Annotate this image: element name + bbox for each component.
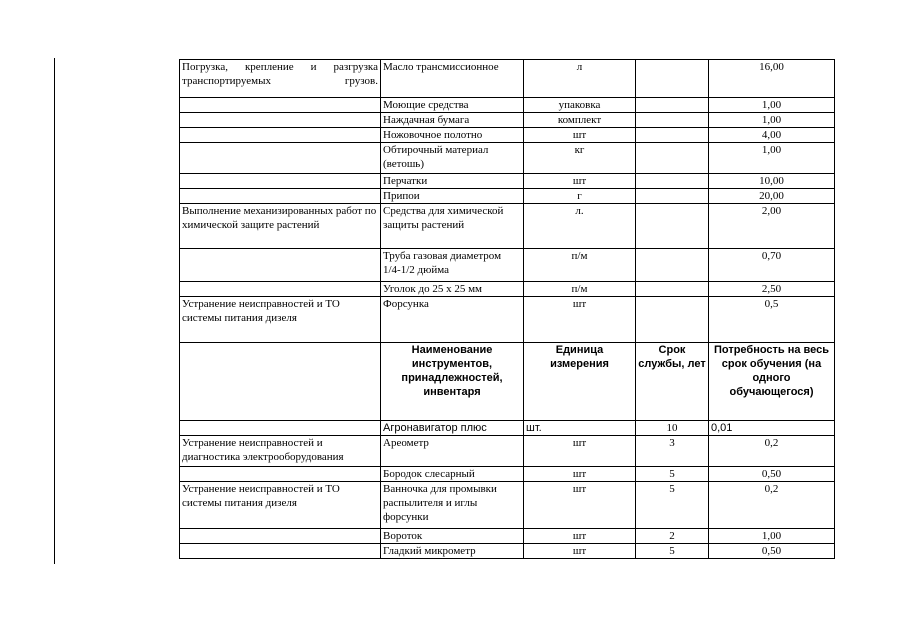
work-cell: [180, 249, 381, 282]
name-column-header: Наименование инструментов, принадлежностей, инвентаря: [381, 343, 524, 421]
life-cell: 5: [636, 544, 709, 559]
need-cell: 16,00: [709, 60, 835, 98]
work-cell: [180, 174, 381, 189]
item-name-cell: Форсунка: [381, 297, 524, 343]
item-name-cell: Уголок до 25 х 25 мм: [381, 282, 524, 297]
item-name-cell: Бородок слесарный: [381, 467, 524, 482]
table-row: [180, 436, 835, 467]
work-cell: Устранение неисправностей и диагностика электрооборудования: [180, 436, 381, 467]
life-cell: 10: [636, 421, 709, 436]
requirements-table: [179, 59, 835, 559]
life-cell: 3: [636, 436, 709, 467]
table-row: [180, 249, 835, 282]
need-cell: 4,00: [709, 128, 835, 143]
life-cell: [636, 143, 709, 174]
life-cell: [636, 249, 709, 282]
work-cell: [180, 128, 381, 143]
item-name-cell: Вороток: [381, 529, 524, 544]
table-row: [180, 60, 835, 98]
table-row: [180, 189, 835, 204]
unit-cell: комплект: [524, 113, 636, 128]
life-cell: 5: [636, 482, 709, 529]
unit-cell: л: [524, 60, 636, 98]
need-cell: 1,00: [709, 529, 835, 544]
unit-cell: кг: [524, 143, 636, 174]
need-cell: 2,50: [709, 282, 835, 297]
work-cell: Погрузка, крепление и разгрузка транспортируемых грузов.: [180, 60, 381, 98]
table-row: [180, 529, 835, 544]
unit-cell: шт: [524, 297, 636, 343]
table-row: [180, 174, 835, 189]
unit-cell: шт: [524, 529, 636, 544]
work-cell: [180, 544, 381, 559]
need-cell: 0,70: [709, 249, 835, 282]
need-cell: 0,2: [709, 436, 835, 467]
item-name-cell: Гладкий микрометр: [381, 544, 524, 559]
item-name-cell: Ареометр: [381, 436, 524, 467]
life-cell: [636, 189, 709, 204]
unit-cell: шт: [524, 128, 636, 143]
life-cell: [636, 128, 709, 143]
unit-cell: шт.: [524, 421, 636, 436]
life-column-header: Срок службы, лет: [636, 343, 709, 421]
need-cell: 1,00: [709, 113, 835, 128]
unit-cell: шт: [524, 482, 636, 529]
unit-cell: шт: [524, 174, 636, 189]
page-margin-line: [54, 58, 55, 564]
life-cell: [636, 98, 709, 113]
table-row: [180, 482, 835, 529]
work-cell: Устранение неисправностей и ТО системы питания дизеля: [180, 482, 381, 529]
life-cell: [636, 204, 709, 249]
work-cell: [180, 282, 381, 297]
life-cell: [636, 297, 709, 343]
table-row: [180, 98, 835, 113]
need-cell: 20,00: [709, 189, 835, 204]
table-header-row: [180, 343, 835, 421]
unit-cell: упаковка: [524, 98, 636, 113]
unit-cell: шт: [524, 544, 636, 559]
work-cell: [180, 143, 381, 174]
need-cell: 1,00: [709, 143, 835, 174]
table-row: [180, 421, 835, 436]
need-cell: 10,00: [709, 174, 835, 189]
life-cell: [636, 113, 709, 128]
unit-column-header: Единица измерения: [524, 343, 636, 421]
work-cell: [180, 98, 381, 113]
item-name-cell: Масло трансмиссионное: [381, 60, 524, 98]
need-cell: 0,01: [709, 421, 835, 436]
unit-cell: г: [524, 189, 636, 204]
item-name-cell: Средства для химической защиты растений: [381, 204, 524, 249]
item-name-cell: Ванночка для промывки распылителя и иглы форсунки: [381, 482, 524, 529]
item-name-cell: Труба газовая диаметром 1/4-1/2 дюйма: [381, 249, 524, 282]
item-name-cell: Моющие средства: [381, 98, 524, 113]
item-name-cell: Агронавигатор плюс: [381, 421, 524, 436]
table-row: [180, 544, 835, 559]
unit-cell: шт: [524, 436, 636, 467]
table-row: [180, 204, 835, 249]
need-cell: 0,2: [709, 482, 835, 529]
table-row: [180, 282, 835, 297]
table-row: [180, 143, 835, 174]
unit-cell: л.: [524, 204, 636, 249]
need-cell: 1,00: [709, 98, 835, 113]
table-row: [180, 128, 835, 143]
life-cell: [636, 174, 709, 189]
work-cell: [180, 529, 381, 544]
item-name-cell: Наждачная бумага: [381, 113, 524, 128]
work-header-cell: [180, 343, 381, 421]
unit-cell: п/м: [524, 249, 636, 282]
need-cell: 0,50: [709, 544, 835, 559]
item-name-cell: Обтирочный материал (ветошь): [381, 143, 524, 174]
life-cell: 5: [636, 467, 709, 482]
table-row: [180, 113, 835, 128]
table-row: [180, 467, 835, 482]
need-cell: 0,50: [709, 467, 835, 482]
life-cell: 2: [636, 529, 709, 544]
work-cell: [180, 113, 381, 128]
unit-cell: п/м: [524, 282, 636, 297]
need-cell: 0,5: [709, 297, 835, 343]
item-name-cell: Припои: [381, 189, 524, 204]
need-cell: 2,00: [709, 204, 835, 249]
work-cell: Устранение неисправностей и ТО системы питания дизеля: [180, 297, 381, 343]
work-cell: [180, 189, 381, 204]
unit-cell: шт: [524, 467, 636, 482]
work-cell: [180, 467, 381, 482]
table-row: [180, 297, 835, 343]
item-name-cell: Ножовочное полотно: [381, 128, 524, 143]
need-column-header: Потребность на весь срок обучения (на одного обучающегося): [709, 343, 835, 421]
work-cell: [180, 421, 381, 436]
life-cell: [636, 60, 709, 98]
work-cell: Выполнение механизированных работ по химической защите растений: [180, 204, 381, 249]
life-cell: [636, 282, 709, 297]
item-name-cell: Перчатки: [381, 174, 524, 189]
